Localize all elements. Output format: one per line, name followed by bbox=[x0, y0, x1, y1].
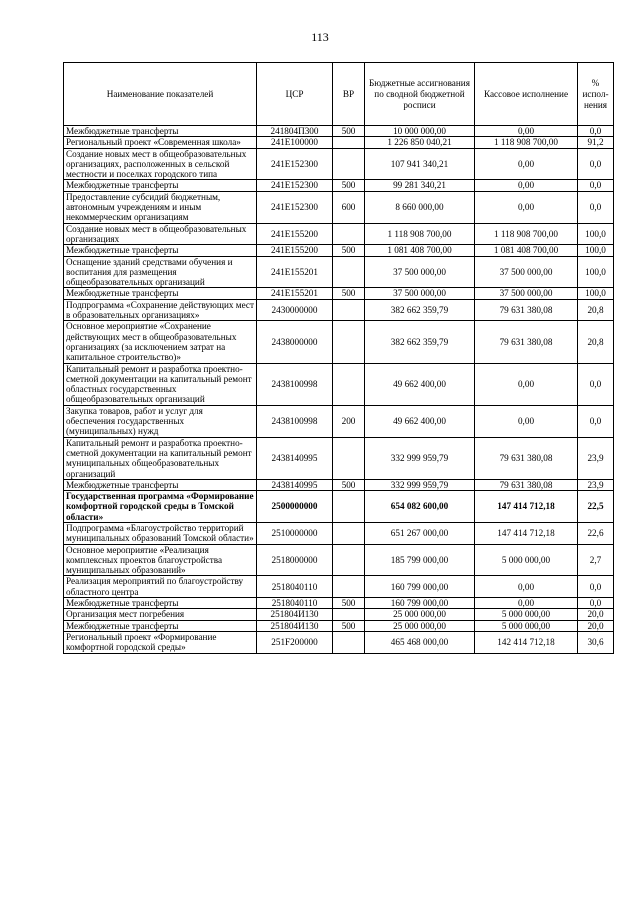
cell-budget: 1 118 908 700,00 bbox=[365, 223, 475, 245]
cell-name: Межбюджетные трансферты bbox=[64, 479, 257, 490]
cell-name: Межбюджетные трансферты bbox=[64, 180, 257, 191]
cell-vr: 500 bbox=[333, 620, 365, 631]
cell-budget: 382 662 359,79 bbox=[365, 321, 475, 363]
table-row bbox=[64, 598, 614, 609]
cell-cash: 5 000 000,00 bbox=[475, 609, 578, 620]
cell-name: Межбюджетные трансферты bbox=[64, 620, 257, 631]
cell-vr: 500 bbox=[333, 288, 365, 299]
cell-budget: 382 662 359,79 bbox=[365, 299, 475, 321]
cell-vr: 200 bbox=[333, 405, 365, 437]
cell-cash: 0,00 bbox=[475, 405, 578, 437]
table-row bbox=[64, 620, 614, 631]
cell-pct: 22,6 bbox=[578, 522, 614, 544]
table-row bbox=[64, 609, 614, 620]
cell-vr bbox=[333, 363, 365, 405]
budget-execution-table bbox=[63, 62, 614, 654]
cell-pct: 20,8 bbox=[578, 299, 614, 321]
cell-csr: 251804И130 bbox=[257, 609, 333, 620]
cell-csr: 241E100000 bbox=[257, 137, 333, 148]
cell-csr: 251F200000 bbox=[257, 631, 333, 653]
cell-csr: 251804И130 bbox=[257, 620, 333, 631]
cell-csr: 2438140995 bbox=[257, 437, 333, 479]
cell-csr: 241E152300 bbox=[257, 191, 333, 223]
cell-name: Межбюджетные трансферты bbox=[64, 288, 257, 299]
table-row bbox=[64, 576, 614, 598]
cell-vr bbox=[333, 148, 365, 180]
table-row bbox=[64, 180, 614, 191]
table-row bbox=[64, 522, 614, 544]
cell-budget: 37 500 000,00 bbox=[365, 256, 475, 288]
cell-cash: 0,00 bbox=[475, 148, 578, 180]
cell-cash: 1 118 908 700,00 bbox=[475, 223, 578, 245]
cell-name: Создание новых мест в общеобразовательных организациях, расположенных в сельской местности и поселках городского типа bbox=[64, 148, 257, 180]
cell-pct: 0,0 bbox=[578, 598, 614, 609]
cell-csr: 2438140995 bbox=[257, 479, 333, 490]
cell-cash: 1 118 908 700,00 bbox=[475, 137, 578, 148]
cell-budget: 49 662 400,00 bbox=[365, 363, 475, 405]
cell-budget: 1 226 850 040,21 bbox=[365, 137, 475, 148]
cell-cash: 79 631 380,08 bbox=[475, 321, 578, 363]
cell-budget: 160 799 000,00 bbox=[365, 576, 475, 598]
cell-name: Закупка товаров, работ и услуг для обеспечения государственных (муниципальных) нужд bbox=[64, 405, 257, 437]
cell-cash: 0,00 bbox=[475, 576, 578, 598]
cell-vr bbox=[333, 522, 365, 544]
cell-budget: 8 660 000,00 bbox=[365, 191, 475, 223]
cell-vr bbox=[333, 609, 365, 620]
cell-cash: 147 414 712,18 bbox=[475, 491, 578, 523]
cell-budget: 99 281 340,21 bbox=[365, 180, 475, 191]
cell-pct: 20,8 bbox=[578, 321, 614, 363]
cell-cash: 0,00 bbox=[475, 180, 578, 191]
cell-budget: 160 799 000,00 bbox=[365, 598, 475, 609]
cell-vr bbox=[333, 437, 365, 479]
cell-vr: 500 bbox=[333, 598, 365, 609]
table-row bbox=[64, 148, 614, 180]
cell-name: Региональный проект «Современная школа» bbox=[64, 137, 257, 148]
cell-budget: 332 999 959,79 bbox=[365, 437, 475, 479]
cell-budget: 49 662 400,00 bbox=[365, 405, 475, 437]
cell-name: Предоставление субсидий бюджетным, автономным учреждениям и иным некоммерческим организациям bbox=[64, 191, 257, 223]
cell-csr: 2518000000 bbox=[257, 544, 333, 576]
cell-csr: 2510000000 bbox=[257, 522, 333, 544]
table-row bbox=[64, 245, 614, 256]
cell-cash: 79 631 380,08 bbox=[475, 299, 578, 321]
table-row bbox=[64, 363, 614, 405]
cell-pct: 30,6 bbox=[578, 631, 614, 653]
cell-csr: 241E155200 bbox=[257, 245, 333, 256]
cell-pct: 22,5 bbox=[578, 491, 614, 523]
cell-name: Подпрограмма «Благоустройство территорий муниципальных образований Томской области» bbox=[64, 522, 257, 544]
cell-pct: 0,0 bbox=[578, 576, 614, 598]
cell-pct: 0,0 bbox=[578, 405, 614, 437]
cell-csr: 2500000000 bbox=[257, 491, 333, 523]
table-row bbox=[64, 191, 614, 223]
cell-csr: 2438000000 bbox=[257, 321, 333, 363]
table-row bbox=[64, 126, 614, 137]
cell-csr: 2438100998 bbox=[257, 405, 333, 437]
column-header-vr: ВР bbox=[333, 63, 365, 126]
column-header-percent: % испол-нения bbox=[578, 63, 614, 126]
cell-cash: 37 500 000,00 bbox=[475, 288, 578, 299]
cell-cash: 5 000 000,00 bbox=[475, 620, 578, 631]
cell-pct: 0,0 bbox=[578, 363, 614, 405]
table-row bbox=[64, 437, 614, 479]
cell-vr: 500 bbox=[333, 180, 365, 191]
table-row bbox=[64, 256, 614, 288]
column-header-csr: ЦСР bbox=[257, 63, 333, 126]
table-body bbox=[64, 126, 614, 654]
cell-cash: 0,00 bbox=[475, 598, 578, 609]
page-number: 113 bbox=[311, 30, 329, 44]
table-row bbox=[64, 137, 614, 148]
cell-budget: 1 081 408 700,00 bbox=[365, 245, 475, 256]
cell-budget: 25 000 000,00 bbox=[365, 609, 475, 620]
cell-vr bbox=[333, 491, 365, 523]
column-header-name: Наименование показателей bbox=[64, 63, 257, 126]
cell-budget: 465 468 000,00 bbox=[365, 631, 475, 653]
cell-pct: 100,0 bbox=[578, 223, 614, 245]
table-row bbox=[64, 405, 614, 437]
cell-vr: 500 bbox=[333, 126, 365, 137]
cell-csr: 2430000000 bbox=[257, 299, 333, 321]
cell-cash: 0,00 bbox=[475, 363, 578, 405]
cell-pct: 100,0 bbox=[578, 245, 614, 256]
cell-name: Реализация мероприятий по благоустройству областного центра bbox=[64, 576, 257, 598]
cell-name: Создание новых мест в общеобразовательных организациях bbox=[64, 223, 257, 245]
cell-name: Подпрограмма «Сохранение действующих мест в образовательных организациях» bbox=[64, 299, 257, 321]
table-header-row bbox=[64, 63, 614, 126]
cell-vr: 500 bbox=[333, 479, 365, 490]
cell-name: Межбюджетные трансферты bbox=[64, 245, 257, 256]
cell-pct: 91,2 bbox=[578, 137, 614, 148]
cell-cash: 37 500 000,00 bbox=[475, 256, 578, 288]
table-row bbox=[64, 491, 614, 523]
cell-budget: 654 082 600,00 bbox=[365, 491, 475, 523]
cell-vr bbox=[333, 631, 365, 653]
cell-cash: 5 000 000,00 bbox=[475, 544, 578, 576]
cell-pct: 23,9 bbox=[578, 479, 614, 490]
column-header-budget: Бюджетные ассигнования по сводной бюджетной росписи bbox=[365, 63, 475, 126]
cell-name: Капитальный ремонт и разработка проектно-сметной документации на капитальный ремонт областных государственных общеобразовательных организаций bbox=[64, 363, 257, 405]
cell-cash: 147 414 712,18 bbox=[475, 522, 578, 544]
cell-name: Основное мероприятие «Реализация комплексных проектов благоустройства муниципальных образований» bbox=[64, 544, 257, 576]
cell-vr bbox=[333, 137, 365, 148]
cell-vr: 500 bbox=[333, 245, 365, 256]
cell-cash: 142 414 712,18 bbox=[475, 631, 578, 653]
cell-cash: 0,00 bbox=[475, 126, 578, 137]
cell-csr: 2438100998 bbox=[257, 363, 333, 405]
cell-name: Капитальный ремонт и разработка проектно-сметной документации на капитальный ремонт муниципальных общеобразовательных организаций bbox=[64, 437, 257, 479]
cell-csr: 2518040110 bbox=[257, 598, 333, 609]
cell-cash: 1 081 408 700,00 bbox=[475, 245, 578, 256]
cell-cash: 79 631 380,08 bbox=[475, 437, 578, 479]
cell-name: Государственная программа «Формирование комфортной городской среды в Томской области» bbox=[64, 491, 257, 523]
cell-cash: 79 631 380,08 bbox=[475, 479, 578, 490]
cell-vr bbox=[333, 223, 365, 245]
cell-csr: 241E152300 bbox=[257, 148, 333, 180]
cell-vr: 600 bbox=[333, 191, 365, 223]
cell-budget: 185 799 000,00 bbox=[365, 544, 475, 576]
cell-pct: 0,0 bbox=[578, 126, 614, 137]
cell-pct: 2,7 bbox=[578, 544, 614, 576]
cell-name: Межбюджетные трансферты bbox=[64, 598, 257, 609]
cell-name: Оснащение зданий средствами обучения и воспитания для размещения общеобразовательных организаций bbox=[64, 256, 257, 288]
cell-budget: 332 999 959,79 bbox=[365, 479, 475, 490]
cell-name: Региональный проект «Формирование комфортной городской среды» bbox=[64, 631, 257, 653]
cell-budget: 107 941 340,21 bbox=[365, 148, 475, 180]
table-row bbox=[64, 299, 614, 321]
cell-pct: 0,0 bbox=[578, 148, 614, 180]
column-header-cash: Кассовое исполнение bbox=[475, 63, 578, 126]
cell-csr: 2518040110 bbox=[257, 576, 333, 598]
cell-budget: 37 500 000,00 bbox=[365, 288, 475, 299]
cell-budget: 651 267 000,00 bbox=[365, 522, 475, 544]
cell-csr: 241804П300 bbox=[257, 126, 333, 137]
cell-csr: 241E155201 bbox=[257, 288, 333, 299]
cell-pct: 20,0 bbox=[578, 620, 614, 631]
table-row bbox=[64, 479, 614, 490]
cell-vr bbox=[333, 544, 365, 576]
cell-csr: 241E155201 bbox=[257, 256, 333, 288]
cell-csr: 241E155200 bbox=[257, 223, 333, 245]
cell-pct: 20,0 bbox=[578, 609, 614, 620]
cell-vr bbox=[333, 576, 365, 598]
cell-cash: 0,00 bbox=[475, 191, 578, 223]
cell-pct: 100,0 bbox=[578, 288, 614, 299]
cell-pct: 100,0 bbox=[578, 256, 614, 288]
cell-pct: 23,9 bbox=[578, 437, 614, 479]
cell-vr bbox=[333, 256, 365, 288]
table-row bbox=[64, 321, 614, 363]
cell-vr bbox=[333, 299, 365, 321]
cell-name: Основное мероприятие «Сохранение действующих мест в общеобразовательных организациях (за исключением затрат на капитальное строительство)» bbox=[64, 321, 257, 363]
cell-csr: 241E152300 bbox=[257, 180, 333, 191]
table-row bbox=[64, 631, 614, 653]
cell-budget: 10 000 000,00 bbox=[365, 126, 475, 137]
cell-vr bbox=[333, 321, 365, 363]
table-row bbox=[64, 288, 614, 299]
cell-pct: 0,0 bbox=[578, 191, 614, 223]
table-row bbox=[64, 223, 614, 245]
cell-name: Организация мест погребения bbox=[64, 609, 257, 620]
cell-pct: 0,0 bbox=[578, 180, 614, 191]
table-row bbox=[64, 544, 614, 576]
cell-name: Межбюджетные трансферты bbox=[64, 126, 257, 137]
cell-budget: 25 000 000,00 bbox=[365, 620, 475, 631]
